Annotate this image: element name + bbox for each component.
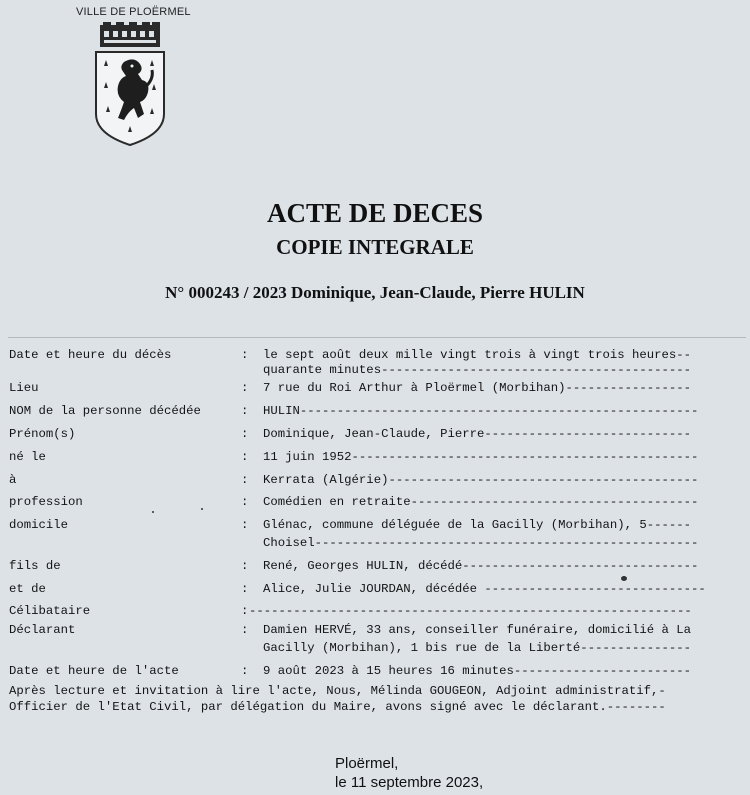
row-colon: : bbox=[241, 664, 249, 678]
row-label: domicile bbox=[9, 518, 69, 532]
record-row-surname bbox=[0, 404, 750, 419]
row-colon: : bbox=[241, 582, 249, 596]
record-row-residence bbox=[0, 518, 750, 533]
row-colon: : bbox=[241, 427, 249, 441]
row-colon: : bbox=[241, 381, 249, 395]
document-subtitle: COPIE INTEGRALE bbox=[276, 235, 474, 259]
row-value: Gacilly (Morbihan), 1 bis rue de la Liberté--------------- bbox=[263, 641, 692, 655]
scan-speck bbox=[152, 511, 154, 513]
row-label: Prénom(s) bbox=[9, 427, 76, 441]
document-title: ACTE DE DECES bbox=[266, 198, 484, 228]
coat-of-arms-lion-icon bbox=[94, 22, 166, 146]
row-colon: : bbox=[241, 623, 249, 637]
act-number: N° 000243 / 2023 Dominique, Jean-Claude, Pierre HULIN bbox=[165, 283, 585, 302]
record-row-marital-status bbox=[0, 604, 750, 619]
row-value: Kerrata (Algérie)------------------------------------------ bbox=[263, 473, 699, 487]
row-value: Damien HERVÉ, 33 ans, conseiller funéraire, domicilié à La bbox=[263, 623, 692, 637]
closing-statement-line-2 bbox=[0, 700, 750, 715]
record-row-place bbox=[0, 381, 750, 396]
row-label: Date et heure du décès bbox=[9, 348, 172, 362]
divider bbox=[8, 337, 746, 338]
row-colon: : bbox=[241, 348, 249, 362]
scan-speck bbox=[201, 508, 203, 510]
row-label: Lieu bbox=[9, 381, 39, 395]
record-row-death-date-cont bbox=[0, 363, 750, 378]
signature-place: Ploërmel, bbox=[335, 755, 399, 772]
row-value: Comédien en retraite--------------------------------------- bbox=[263, 495, 699, 509]
row-colon: : bbox=[241, 604, 249, 618]
record-row-mother bbox=[0, 582, 750, 597]
row-label: Date et heure de l'acte bbox=[9, 664, 179, 678]
row-colon: : bbox=[241, 559, 249, 573]
row-value: 11 juin 1952----------------------------------------------- bbox=[263, 450, 699, 464]
row-value: Dominique, Jean-Claude, Pierre---------------------------- bbox=[263, 427, 692, 441]
row-value: ------------------------------------------------------------ bbox=[249, 604, 692, 618]
row-colon: : bbox=[241, 450, 249, 464]
row-label: et de bbox=[9, 582, 46, 596]
row-label: fils de bbox=[9, 559, 61, 573]
row-value: le sept août deux mille vingt trois à vingt trois heures-- bbox=[263, 348, 692, 362]
closing-text: Après lecture et invitation à lire l'acte, Nous, Mélinda GOUGEON, Adjoint administratif,- bbox=[9, 684, 666, 698]
town-name: VILLE DE PLOËRMEL bbox=[76, 6, 191, 18]
row-label: Déclarant bbox=[9, 623, 76, 637]
row-colon: : bbox=[241, 473, 249, 487]
row-label: NOM de la personne décédée bbox=[9, 404, 201, 418]
record-row-first-names bbox=[0, 427, 750, 442]
row-value: Alice, Julie JOURDAN, décédée ------------------------------ bbox=[263, 582, 706, 596]
row-colon: : bbox=[241, 518, 249, 532]
signature-date: le 11 septembre 2023, bbox=[335, 774, 484, 791]
row-value: HULIN------------------------------------------------------ bbox=[263, 404, 699, 418]
record-row-declarant bbox=[0, 623, 750, 638]
row-colon: : bbox=[241, 495, 249, 509]
record-row-declarant-cont bbox=[0, 641, 750, 656]
record-row-act-date bbox=[0, 664, 750, 679]
record-row-birth-place bbox=[0, 473, 750, 488]
record-row-death-date bbox=[0, 348, 750, 363]
closing-statement-line-1 bbox=[0, 684, 750, 699]
record-row-birth-date bbox=[0, 450, 750, 465]
closing-text: Officier de l'Etat Civil, par délégation du Maire, avons signé avec le déclarant.-------- bbox=[9, 700, 666, 714]
row-value: 7 rue du Roi Arthur à Ploërmel (Morbihan)----------------- bbox=[263, 381, 692, 395]
row-label: à bbox=[9, 473, 17, 487]
row-value: 9 août 2023 à 15 heures 16 minutes------------------------ bbox=[263, 664, 692, 678]
row-value: René, Georges HULIN, décédé-------------------------------- bbox=[263, 559, 699, 573]
row-label: né le bbox=[9, 450, 46, 464]
record-row-father bbox=[0, 559, 750, 574]
row-value: Glénac, commune déléguée de la Gacilly (Morbihan), 5------ bbox=[263, 518, 692, 532]
row-value: Choisel---------------------------------------------------- bbox=[263, 536, 699, 550]
row-value: quarante minutes------------------------------------------ bbox=[263, 363, 692, 377]
row-label: Célibataire bbox=[9, 604, 91, 618]
row-label: profession bbox=[9, 495, 83, 509]
record-row-residence-cont bbox=[0, 536, 750, 551]
row-colon: : bbox=[241, 404, 249, 418]
scan-speck bbox=[621, 576, 627, 581]
record-row-profession bbox=[0, 495, 750, 510]
